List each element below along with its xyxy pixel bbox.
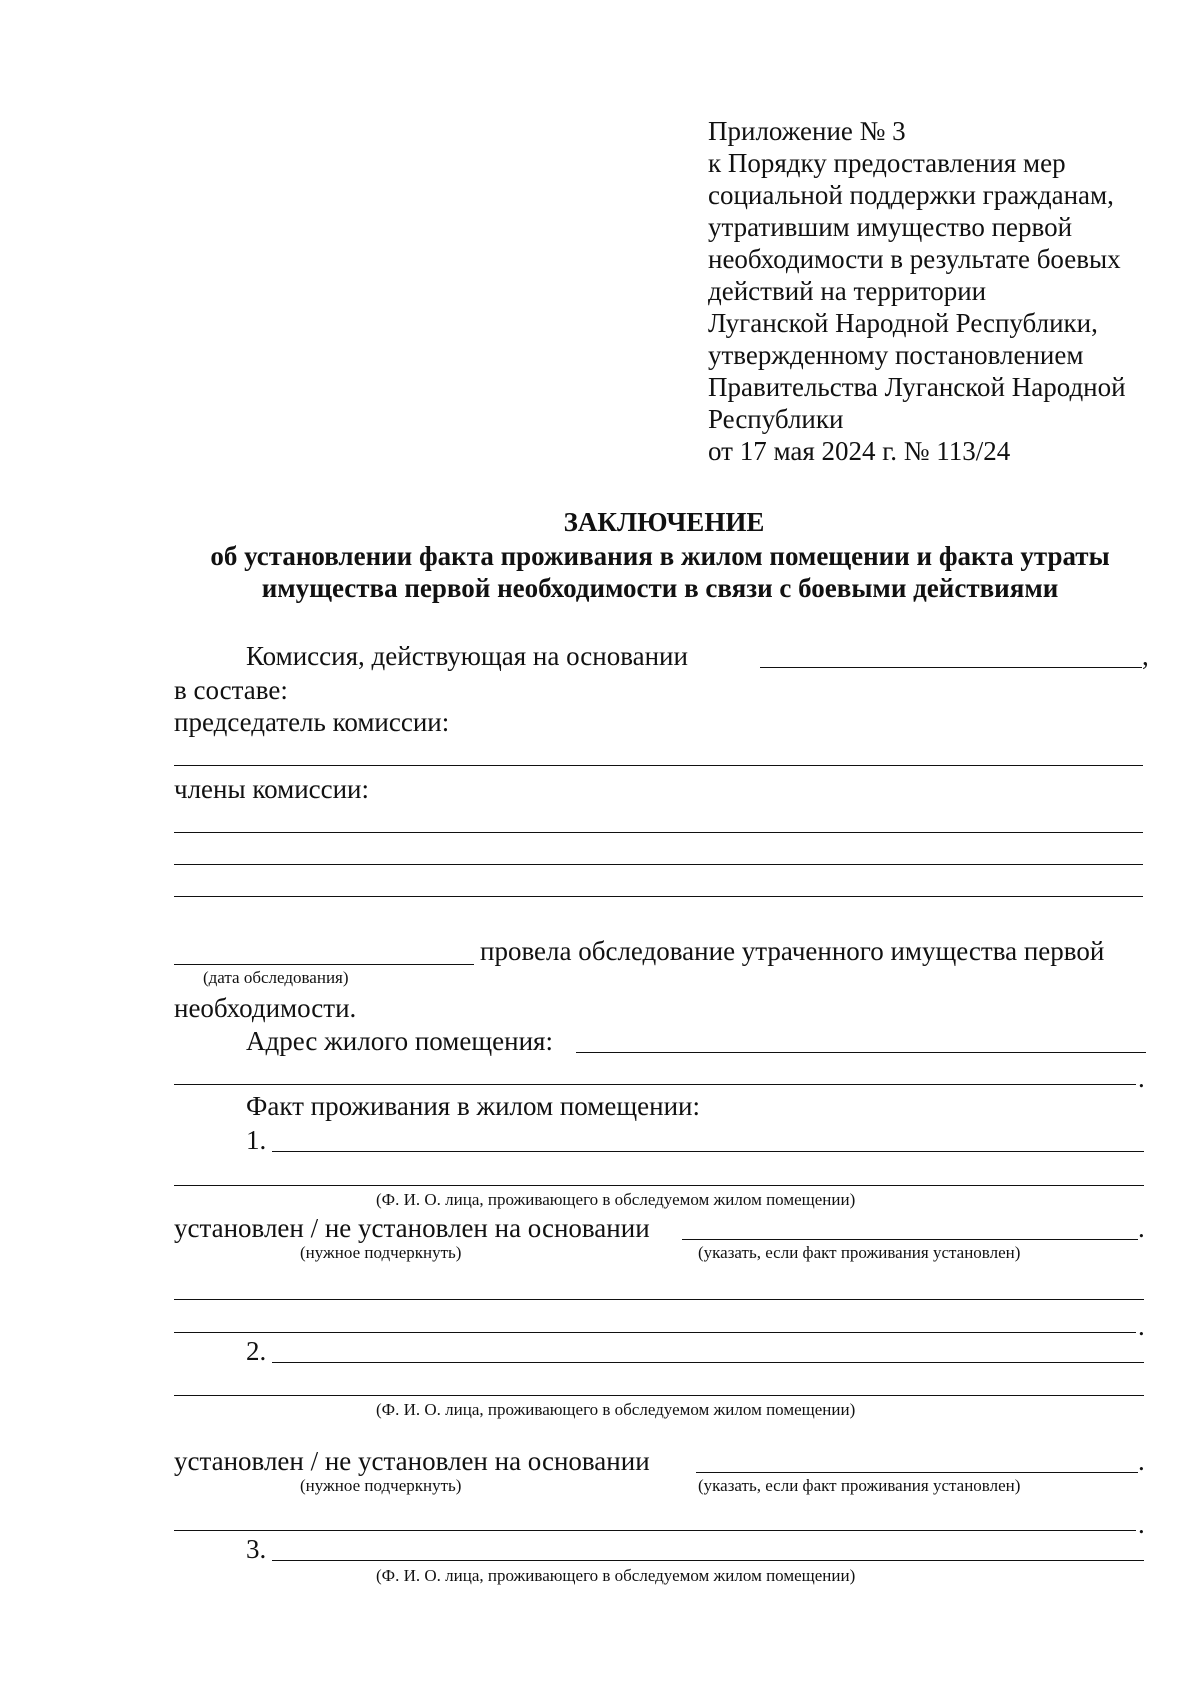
period: . [1138,1446,1145,1476]
appendix-line: Приложение № 3 [708,116,906,146]
address-field-continued[interactable] [174,1084,1136,1085]
entry-number: 1. [246,1125,267,1155]
appendix-line: Правительства Луганской Народной [708,372,1126,402]
basis-field-continued[interactable] [174,1530,1136,1531]
basis-field[interactable] [696,1472,1138,1473]
appendix-line: Республики [708,404,844,434]
commission-basis-label: Комиссия, действующая на основании [246,641,688,671]
basis-field[interactable] [682,1239,1138,1240]
entry-number: 3. [246,1534,267,1564]
member-field[interactable] [174,864,1143,865]
fio-field-continued[interactable] [174,1185,1144,1186]
document-title: ЗАКЛЮЧЕНИЕ [563,507,765,537]
fio-field[interactable] [272,1151,1144,1152]
basis-field-continued[interactable] [174,1299,1144,1300]
fio-field-continued[interactable] [174,1395,1144,1396]
necessity-text: необходимости. [174,993,357,1023]
chairman-field[interactable] [174,765,1143,766]
document-subtitle-line-1: об установлении факта проживания в жилом помещении и факта утраты [210,541,1110,571]
address-label: Адрес жилого помещения: [246,1026,553,1056]
survey-date-caption: (дата обследования) [203,968,349,987]
fio-caption: (Ф. И. О. лица, проживающего в обследуемом жилом помещении) [376,1190,856,1209]
fio-field[interactable] [272,1560,1144,1561]
appendix-line: к Порядку предоставления мер [708,148,1066,178]
specify-caption: (указать, если факт проживания установлен) [698,1476,1021,1495]
appendix-line: социальной поддержки гражданам, [708,180,1114,210]
appendix-line: утратившим имущество первой [708,212,1073,242]
comma: , [1142,641,1149,671]
composition-label: в составе: [174,675,288,705]
appendix-line: утвержденному постановлением [708,340,1084,370]
underline-caption: (нужное подчеркнуть) [300,1243,462,1262]
period: . [1138,1063,1145,1093]
entry-number: 2. [246,1336,267,1366]
address-field[interactable] [576,1052,1146,1053]
member-field[interactable] [174,832,1143,833]
basis-field-continued[interactable] [174,1332,1136,1333]
appendix-line: действий на территории [708,276,987,306]
specify-caption: (указать, если факт проживания установлен) [698,1243,1021,1262]
appendix-line: Луганской Народной Республики, [708,308,1098,338]
members-label: члены комиссии: [174,774,370,804]
fio-caption: (Ф. И. О. лица, проживающего в обследуемом жилом помещении) [376,1400,856,1419]
period: . [1138,1213,1145,1243]
member-field[interactable] [174,896,1143,897]
survey-date-field[interactable] [174,964,474,965]
appendix-line: необходимости в результате боевых [708,244,1121,274]
document-subtitle-line-2: имущества первой необходимости в связи с боевыми действиями [261,573,1059,603]
underline-caption: (нужное подчеркнуть) [300,1476,462,1495]
chairman-label: председатель комиссии: [174,707,450,737]
residence-fact-label: Факт проживания в жилом помещении: [246,1091,700,1121]
survey-text: провела обследование утраченного имущества первой [480,936,1105,966]
established-text: установлен / не установлен на основании [174,1213,650,1243]
fio-field[interactable] [272,1362,1144,1363]
appendix-line: от 17 мая 2024 г. № 113/24 [708,436,1011,466]
period: . [1138,1509,1145,1539]
period: . [1138,1311,1145,1341]
established-text: установлен / не установлен на основании [174,1446,650,1476]
fio-caption: (Ф. И. О. лица, проживающего в обследуемом жилом помещении) [376,1566,856,1585]
commission-basis-field[interactable] [760,667,1142,668]
